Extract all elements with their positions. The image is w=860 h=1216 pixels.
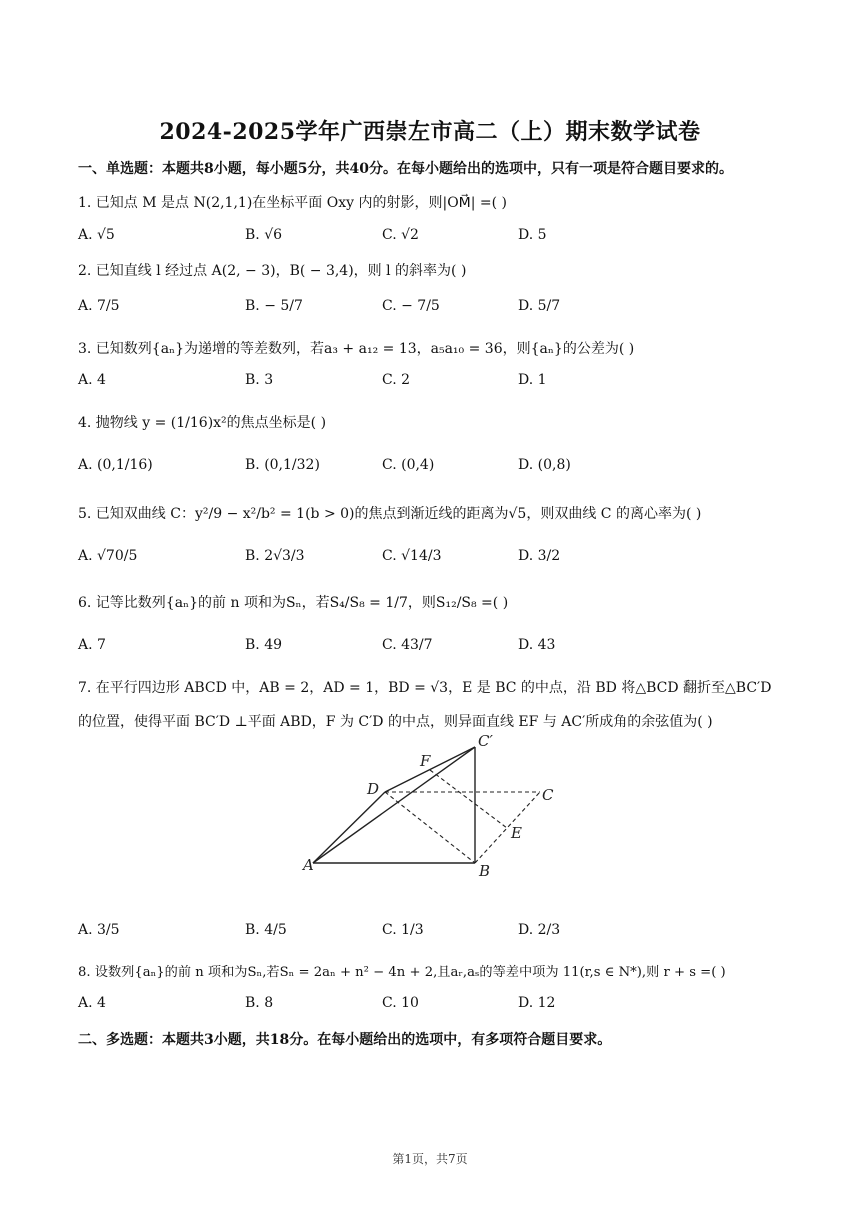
question-3-stem: 3. 已知数列{aₙ}为递增的等差数列，若a₃ + a₁₂ = 13，a₅a₁₀ = 36，则{aₙ}的公差为( ) <box>78 341 635 357</box>
label-c: C <box>542 786 554 804</box>
question-4-option-c: C. (0,4) <box>382 457 435 473</box>
question-2-option-c: C. − 7/5 <box>382 298 440 314</box>
question-8-stem: 8. 设数列{aₙ}的前 n 项和为Sₙ,若Sₙ = 2aₙ + n² − 4n + 2,且aᵣ,aₛ的等差中项为 11(r,s ∈ N*),则 r + s =( ) <box>78 965 726 980</box>
question-7-option-a: A. 3/5 <box>78 922 120 938</box>
question-7-option-b: B. 4/5 <box>245 922 287 938</box>
question-6-option-c: C. 43/7 <box>382 637 433 653</box>
question-1-option-d: D. 5 <box>518 227 547 243</box>
question-7-stem: 7. 在平行四边形 ABCD 中，AB = 2，AD = 1，BD = √3，E 是 BC 的中点，沿 BD 将△BCD 翻折至△BC′D <box>78 680 772 696</box>
question-5-option-b: B. 2√3/3 <box>245 548 305 564</box>
question-1-option-c: C. √2 <box>382 227 419 243</box>
page-footer: 第1页，共7页 <box>392 1152 468 1166</box>
question-3-option-c: C. 2 <box>382 372 411 388</box>
question-2-stem: 2. 已知直线 l 经过点 A(2, − 3)，B( − 3,4)，则 l 的斜率为( ) <box>78 263 467 279</box>
question-3-option-d: D. 1 <box>518 372 547 388</box>
question-7-option-d: D. 2/3 <box>518 922 561 938</box>
label-e: E <box>511 824 522 842</box>
label-c-prime: C′ <box>478 732 493 750</box>
label-a: A <box>303 856 314 874</box>
question-4-stem: 4. 抛物线 y = (1/16)x²的焦点坐标是( ) <box>78 415 327 431</box>
question-8-option-a: A. 4 <box>78 995 106 1011</box>
label-b: B <box>479 862 491 880</box>
question-8-option-d: D. 12 <box>518 995 556 1011</box>
question-4-option-d: D. (0,8) <box>518 457 571 473</box>
question-6-option-b: B. 49 <box>245 637 283 653</box>
question-8-option-c: C. 10 <box>382 995 419 1011</box>
question-1-option-a: A. √5 <box>78 227 115 243</box>
folded-parallelogram-figure <box>295 730 575 880</box>
section-heading-single-choice: 一、单选题：本题共8小题，每小题5分，共40分。在每小题给出的选项中，只有一项是符合题目要求的。 <box>78 161 733 177</box>
question-7-option-c: C. 1/3 <box>382 922 424 938</box>
question-5-option-c: C. √14/3 <box>382 548 442 564</box>
question-2-option-d: D. 5/7 <box>518 298 561 314</box>
page-title: 2024-2025学年广西崇左市高二（上）期末数学试卷 <box>159 119 701 145</box>
question-1-stem: 1. 已知点 M 是点 N(2,1,1)在坐标平面 Oxy 内的射影，则|OM⃗| =( ) <box>78 195 508 211</box>
question-2-option-b: B. − 5/7 <box>245 298 303 314</box>
question-5-option-d: D. 3/2 <box>518 548 561 564</box>
question-3-option-b: B. 3 <box>245 372 274 388</box>
section-heading-multi-choice: 二、多选题：本题共3小题，共18分。在每小题给出的选项中，有多项符合题目要求。 <box>78 1032 612 1048</box>
question-5-stem: 5. 已知双曲线 C：y²/9 − x²/b² = 1(b > 0)的焦点到渐近线的距离为√5，则双曲线 C 的离心率为( ) <box>78 506 702 522</box>
question-4-option-a: A. (0,1/16) <box>78 457 153 473</box>
question-6-stem: 6. 记等比数列{aₙ}的前 n 项和为Sₙ，若S₄/S₈ = 1/7，则S₁₂/S₈ =( ) <box>78 595 509 611</box>
question-2-option-a: A. 7/5 <box>78 298 120 314</box>
question-6-option-a: A. 7 <box>78 637 106 653</box>
question-6-option-d: D. 43 <box>518 637 556 653</box>
question-4-option-b: B. (0,1/32) <box>245 457 320 473</box>
label-f: F <box>420 752 431 770</box>
question-1-option-b: B. √6 <box>245 227 283 243</box>
question-3-option-a: A. 4 <box>78 372 106 388</box>
question-5-option-a: A. √70/5 <box>78 548 138 564</box>
question-7-stem-continued: 的位置，使得平面 BC′D ⊥平面 ABD，F 为 C′D 的中点，则异面直线 EF 与 AC′所成角的余弦值为( ) <box>78 714 713 730</box>
question-8-option-b: B. 8 <box>245 995 274 1011</box>
label-d: D <box>367 780 380 798</box>
